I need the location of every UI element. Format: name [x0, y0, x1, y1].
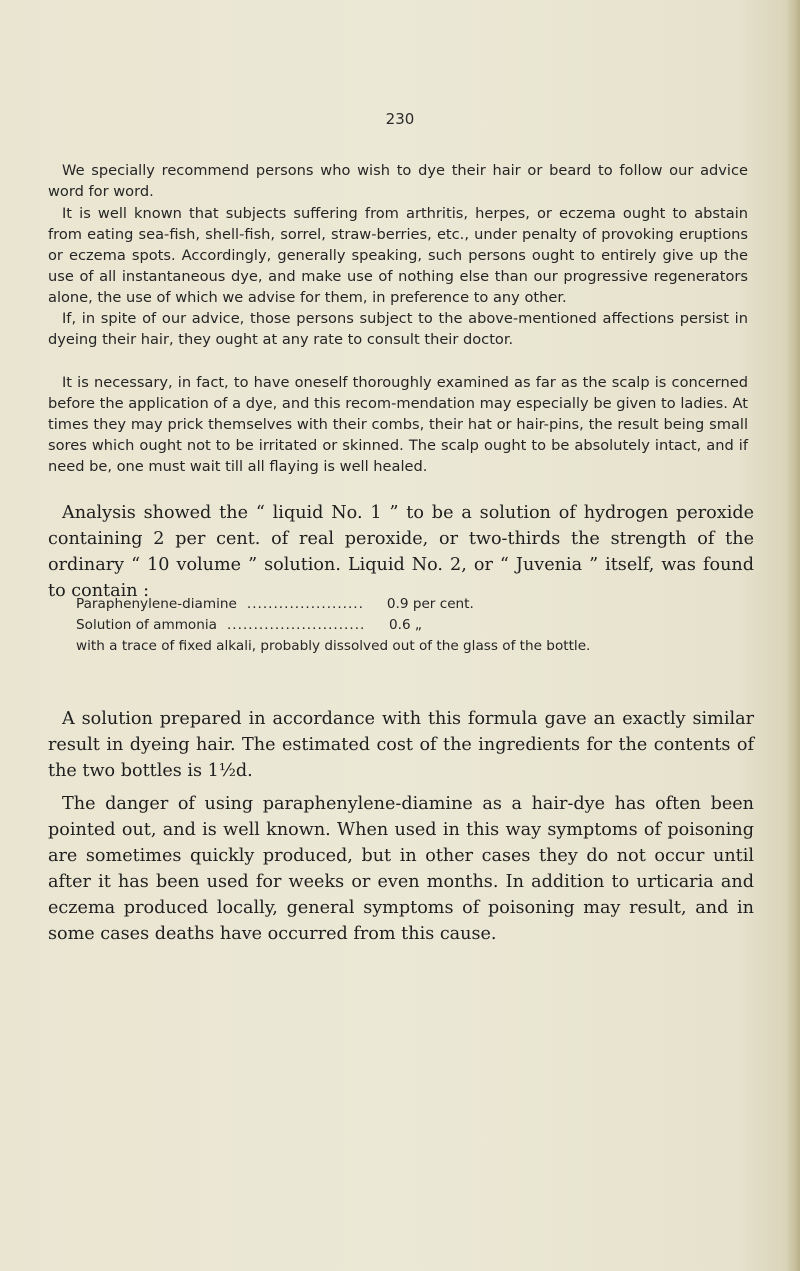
leader-dots: ......................	[246, 596, 364, 612]
paragraph-analysis: Analysis showed the “ liquid No. 1 ” to be a solution of hydrogen peroxide containing 2 per cent. of real peroxide, or two-thirds the strength of the ordinary “ 10 volume ” solution. Liquid No. 2, or “ Juvenia ” itself, was found to contain :	[48, 503, 754, 601]
page-number: 230	[385, 110, 415, 128]
ingredient-name: Paraphenylene-diamine	[76, 596, 237, 612]
paragraph-consult-doctor: If, in spite of our advice, those persons subject to the above-mentioned affections persist in dyeing their hair, they ought at any rate to consult their doctor.	[48, 310, 748, 348]
composition-row	[76, 594, 736, 615]
ingredient-value: 0.9 per cent.	[386, 596, 474, 612]
paragraph-scalp-examination: It is necessary, in fact, to have oneself thoroughly examined as far as the scalp is concerned before the application of a dye, and this recom-mendation may especially be given to ladies. At times they may prick themselves with their combs, their hat or hair-pins, the result being small sores which ought not to be irritated or skinned. The scalp ought to be absolutely intact, and if need be, one must wait till all flaying is well healed.	[48, 374, 748, 475]
composition-row	[76, 615, 736, 636]
paragraph-advice: We specially recommend persons who wish to dye their hair or beard to follow our advice word for word.	[48, 162, 748, 200]
page-edge-shadow	[786, 0, 800, 1271]
ingredient-name: Solution of ammonia	[76, 617, 217, 633]
paragraph-danger: The danger of using paraphenylene-diamine as a hair-dye has often been pointed out, and is well known. When used in this way symptoms of poisoning are sometimes quickly produced, but in other cases they do not occur until after it has been used for weeks or even months. In addition to urticaria and eczema produced locally, general symptoms of poisoning may result, and in some cases deaths have occurred from this cause.	[48, 794, 754, 944]
paragraph-solution-cost: A solution prepared in accordance with this formula gave an exactly similar result in dyeing hair. The estimated cost of the ingredients for the contents of the two bottles is 1½d.	[48, 709, 754, 781]
composition-table	[76, 594, 736, 657]
composition-note: with a trace of fixed alkali, probably dissolved out of the glass of the bottle.	[76, 638, 591, 654]
paragraph-arthritis: It is well known that subjects suffering from arthritis, herpes, or eczema ought to abstain from eating sea-fish, shell-fish, sorrel, straw-berries, etc., under penalty of provoking eruptions or eczema spots. Accordingly, generally speaking, such persons ought to entirely give up the use of all instantaneous dye, and make use of nothing else than our progressive regenerators alone, the use of which we advise for them, in preference to any other.	[48, 205, 748, 306]
ingredient-value: 0.6 „	[388, 617, 422, 633]
leader-dots: ..........................	[226, 617, 366, 633]
